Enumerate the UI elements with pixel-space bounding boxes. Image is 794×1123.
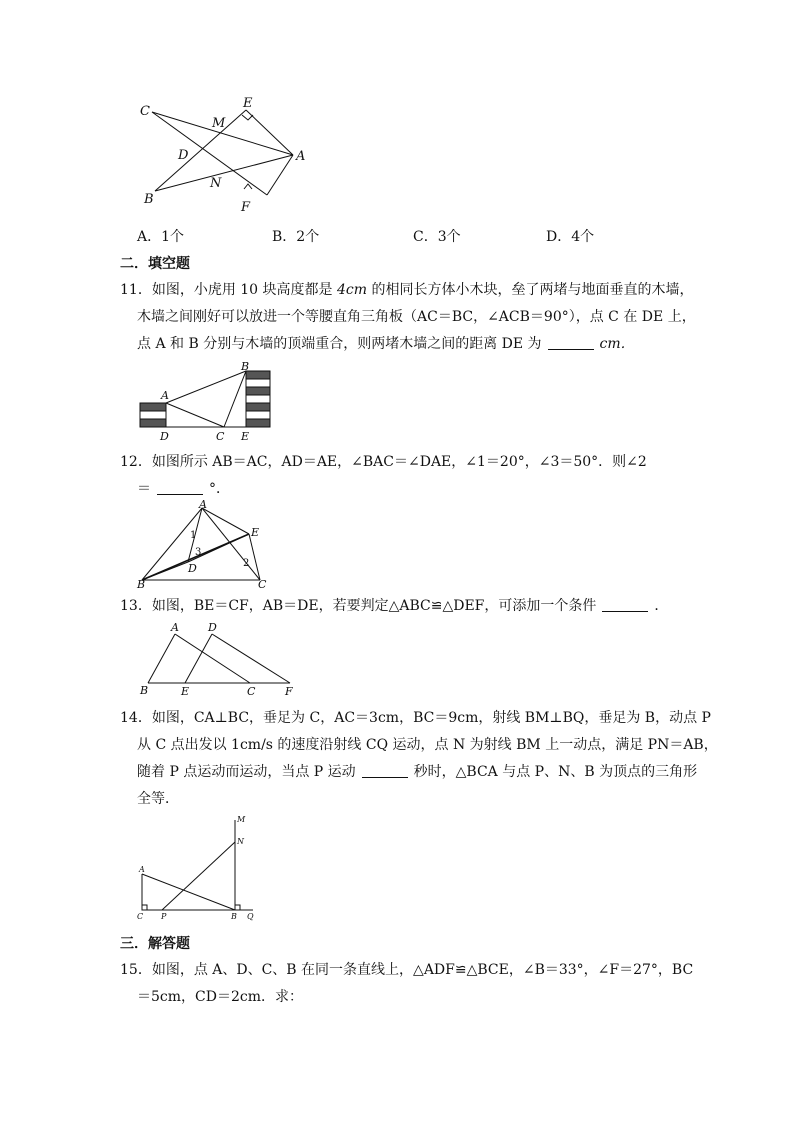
q12-line2 xyxy=(137,479,230,499)
q15-line1: 15．如图，点 A、D、C、B 在同一条直线上，△ADF≌△BCE，∠B＝33°，∠F＝27°，BC xyxy=(120,962,694,978)
label-C: C xyxy=(216,430,225,443)
figure-q11 xyxy=(135,360,280,445)
q12-answer-blank[interactable] xyxy=(157,480,203,495)
q11-line3 xyxy=(137,334,635,354)
q13-answer-blank[interactable] xyxy=(602,597,648,612)
label-M: M xyxy=(237,815,246,824)
label-E: E xyxy=(181,685,190,698)
q13-period: ． xyxy=(654,598,669,614)
q14-line4: 全等． xyxy=(137,791,179,807)
q14-line1: 14．如图，CA⊥BC，垂足为 C，AC＝3cm，BC＝9cm，射线 BM⊥BQ，垂足为 B，动点 P xyxy=(120,710,711,726)
figure-q10 xyxy=(130,95,310,215)
q14-line2: 从 C 点出发以 1cm/s 的速度沿射线 CQ 运动，点 N 为射线 BM 上一动点，满足 PN＝AB， xyxy=(137,737,718,753)
angle-2: 2 xyxy=(243,558,250,569)
q11-unit-cm: cm． xyxy=(599,336,635,352)
q11-line2: 木墙之间刚好可以放进一个等腰直角三角板（AC＝BC，∠ACB＝90°），点 C 在 DE 上， xyxy=(137,309,696,325)
q11-text-c: 点 A 和 B 分别与木墙的顶端重合，则两堵木墙之间的距离 DE 为 xyxy=(137,336,542,352)
label-C: C xyxy=(140,104,150,119)
label-A: A xyxy=(199,500,207,511)
q14-text-a: 随着 P 点运动而运动，当点 P 运动 xyxy=(137,764,356,780)
figure-q13 xyxy=(135,620,300,700)
label-D: D xyxy=(208,621,217,634)
label-A: A xyxy=(139,865,145,874)
q13-line1 xyxy=(120,596,668,616)
q14-line3 xyxy=(137,762,697,782)
label-B: B xyxy=(231,912,237,921)
label-E: E xyxy=(243,96,253,111)
q14-text-b: 秒时，△BCA 与点 P、N、B 为顶点的三角形 xyxy=(413,764,698,780)
label-B: B xyxy=(144,192,154,207)
label-E: E xyxy=(241,430,250,443)
label-N: N xyxy=(237,837,244,846)
q11-line1 xyxy=(120,280,693,300)
q11-answer-blank[interactable] xyxy=(548,335,594,350)
option-b: B．2个 xyxy=(272,229,320,245)
section-answer-title: 三．解答题 xyxy=(120,936,190,952)
q13-text: 13．如图，BE＝CF，AB＝DE，若要判定△ABC≌△DEF，可添加一个条件 xyxy=(120,598,597,614)
figure-q12 xyxy=(132,500,277,592)
label-B: B xyxy=(140,684,149,697)
q15-line2: ＝5cm，CD＝2cm．求： xyxy=(137,989,303,1005)
angle-1: 1 xyxy=(190,530,197,541)
q12-deg: °． xyxy=(209,481,230,497)
option-a: A．1个 xyxy=(137,229,185,245)
label-C: C xyxy=(258,578,267,591)
label-C: C xyxy=(137,912,144,921)
q11-text-a: 11．如图，小虎用 10 块高度都是 xyxy=(120,282,337,298)
label-A: A xyxy=(171,621,179,634)
section-fill-in-title: 二．填空题 xyxy=(120,256,190,272)
option-c: C．3个 xyxy=(413,229,461,245)
label-D: D xyxy=(188,562,197,575)
label-D: D xyxy=(160,430,169,443)
label-D: D xyxy=(178,148,189,163)
label-F: F xyxy=(241,200,251,215)
label-B: B xyxy=(137,578,146,591)
q12-line1: 12．如图所示 AB＝AC，AD＝AE，∠BAC＝∠DAE，∠1＝20°，∠3＝50°．则∠2 xyxy=(120,454,647,470)
figure-q14 xyxy=(133,812,263,924)
label-P: P xyxy=(161,912,167,921)
label-M: M xyxy=(212,116,226,131)
label-B: B xyxy=(241,360,250,373)
label-F: F xyxy=(285,685,293,698)
label-A: A xyxy=(296,149,306,164)
q12-eq: ＝ xyxy=(137,481,151,497)
q14-answer-blank[interactable] xyxy=(362,763,408,778)
label-Q: Q xyxy=(247,912,254,921)
label-C: C xyxy=(247,685,256,698)
q11-text-b: 的相同长方体小木块，垒了两堵与地面垂直的木墙， xyxy=(367,282,694,298)
label-A: A xyxy=(161,389,169,402)
label-E: E xyxy=(251,526,260,539)
angle-3: 3 xyxy=(195,547,202,558)
q11-unit: 4cm xyxy=(336,282,368,298)
option-d: D．4个 xyxy=(546,229,595,245)
label-N: N xyxy=(210,176,222,191)
